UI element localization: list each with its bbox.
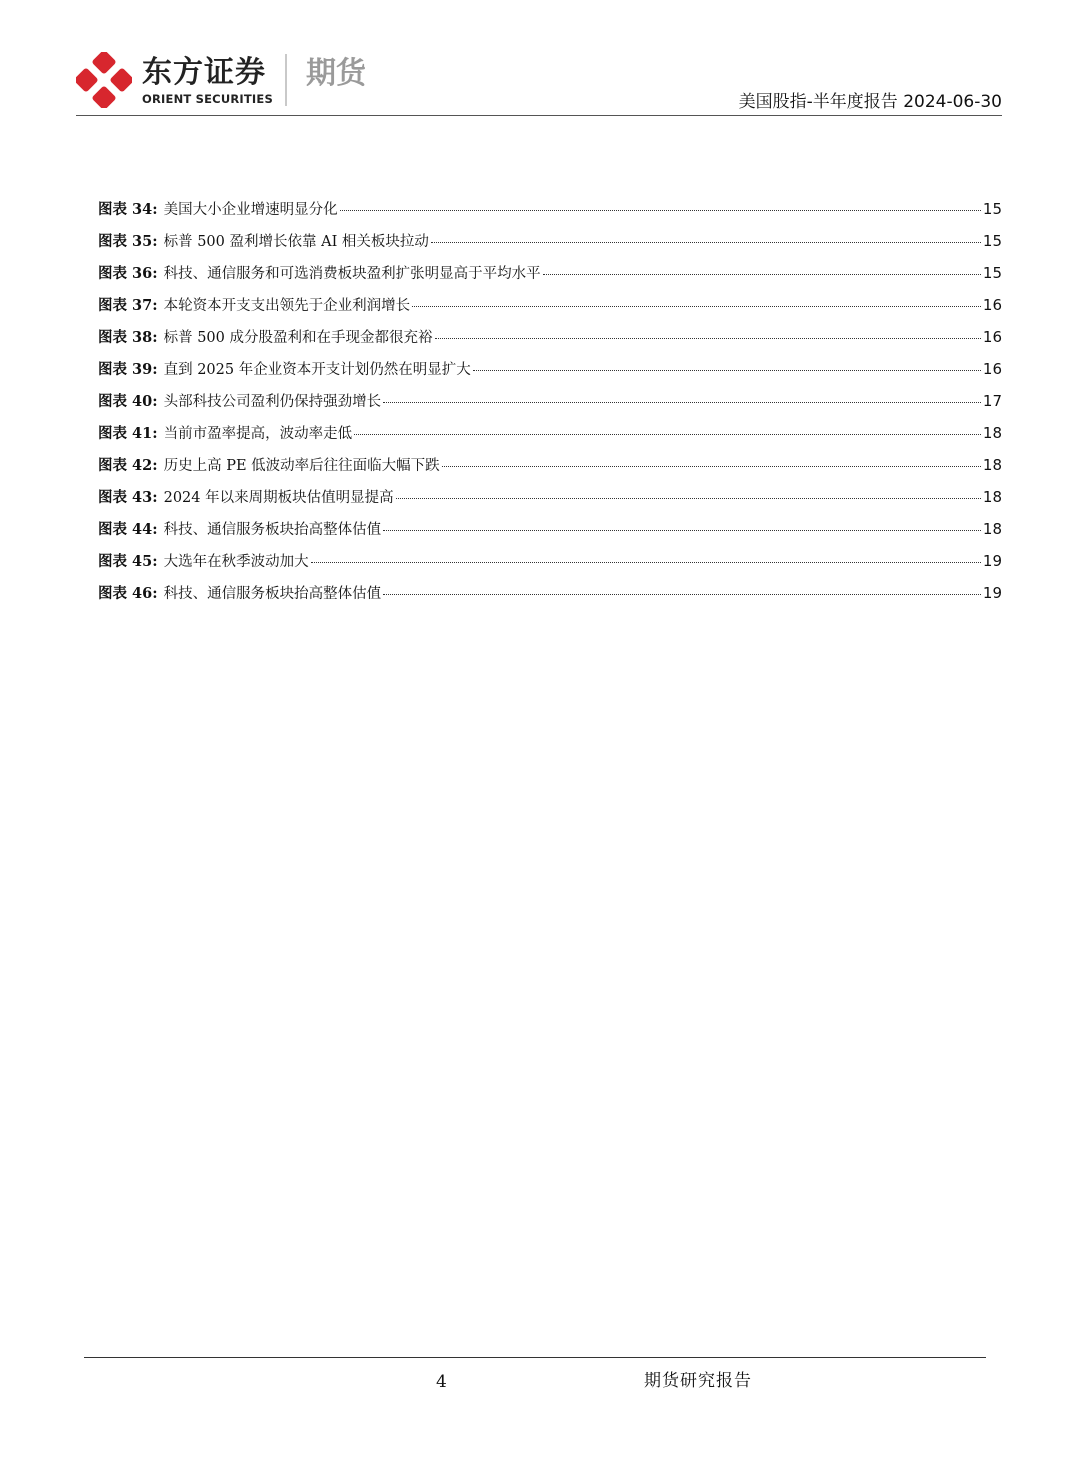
toc-dot-leader [412, 306, 981, 307]
toc-dot-leader [442, 466, 981, 467]
header-divider [76, 115, 1002, 116]
toc-entry[interactable] [98, 261, 1002, 293]
toc-entry[interactable] [98, 229, 1002, 261]
toc-page-number: 16 [982, 360, 1002, 378]
orient-securities-logo-icon [76, 52, 132, 108]
toc-page-number: 15 [982, 232, 1002, 250]
toc-figure-title: 科技、通信服务和可选消费板块盈利扩张明显高于平均水平 [163, 266, 541, 282]
toc-figure-label: 图表 44: [98, 521, 158, 538]
toc-figure-label: 图表 38: [98, 329, 158, 346]
toc-figure-label: 图表 42: [98, 457, 158, 474]
page-number: 4 [436, 1372, 447, 1392]
toc-entry[interactable] [98, 581, 1002, 613]
toc-figure-label: 图表 46: [98, 585, 158, 602]
toc-entry[interactable] [98, 325, 1002, 357]
toc-dot-leader [383, 530, 981, 531]
toc-figure-label: 图表 40: [98, 393, 158, 410]
toc-entry[interactable] [98, 485, 1002, 517]
toc-figure-label: 图表 41: [98, 425, 158, 442]
toc-figure-title: 直到 2025 年企业资本开支计划仍然在明显扩大 [163, 362, 471, 378]
toc-entry[interactable] [98, 549, 1002, 581]
toc-entry[interactable] [98, 421, 1002, 453]
toc-figure-title: 本轮资本开支支出领先于企业利润增长 [163, 298, 411, 314]
toc-entry[interactable] [98, 293, 1002, 325]
toc-dot-leader [473, 370, 981, 371]
toc-figure-title: 2024 年以来周期板块估值明显提高 [163, 490, 394, 506]
toc-figure-title: 科技、通信服务板块抬高整体估值 [163, 586, 382, 602]
brand-division: 期货 [306, 56, 366, 91]
toc-figure-label: 图表 43: [98, 489, 158, 506]
toc-figure-label: 图表 39: [98, 361, 158, 378]
toc-figure-title: 头部科技公司盈利仍保持强劲增长 [163, 394, 382, 410]
toc-dot-leader [431, 242, 981, 243]
brand-name-cn: 东方证券 [142, 55, 266, 90]
toc-page-number: 15 [982, 200, 1002, 218]
toc-dot-leader [435, 338, 981, 339]
footer-divider [84, 1357, 986, 1358]
toc-dot-leader [354, 434, 981, 435]
toc-page-number: 18 [982, 456, 1002, 474]
toc-dot-leader [383, 594, 981, 595]
toc-figure-label: 图表 36: [98, 265, 158, 282]
brand-name-en: ORIENT SECURITIES [142, 92, 273, 106]
toc-page-number: 16 [982, 328, 1002, 346]
toc-page-number: 15 [982, 264, 1002, 282]
toc-figure-title: 美国大小企业增速明显分化 [163, 202, 338, 218]
toc-dot-leader [340, 210, 981, 211]
toc-dot-leader [396, 498, 981, 499]
toc-page-number: 19 [982, 552, 1002, 570]
toc-entry[interactable] [98, 197, 1002, 229]
toc-figure-title: 标普 500 盈利增长依靠 AI 相关板块拉动 [163, 234, 429, 250]
logo-divider [285, 54, 287, 106]
toc-page-number: 17 [982, 392, 1002, 410]
toc-dot-leader [383, 402, 981, 403]
toc-entry[interactable] [98, 357, 1002, 389]
toc-figure-title: 标普 500 成分股盈利和在手现金都很充裕 [163, 330, 433, 346]
toc-entry[interactable] [98, 517, 1002, 549]
toc-figure-title: 大选年在秋季波动加大 [163, 554, 309, 570]
toc-figure-label: 图表 37: [98, 297, 158, 314]
toc-figure-title: 科技、通信服务板块抬高整体估值 [163, 522, 382, 538]
toc-figure-label: 图表 45: [98, 553, 158, 570]
toc-dot-leader [543, 274, 981, 275]
report-title: 美国股指-半年度报告 2024-06-30 [738, 92, 1002, 112]
toc-entry[interactable] [98, 389, 1002, 421]
toc-page-number: 19 [982, 584, 1002, 602]
toc-page-number: 18 [982, 424, 1002, 442]
footer-report-type: 期货研究报告 [644, 1371, 752, 1391]
toc-page-number: 16 [982, 296, 1002, 314]
toc-figure-title: 历史上高 PE 低波动率后往往面临大幅下跌 [163, 458, 440, 474]
toc-page-number: 18 [982, 488, 1002, 506]
page-header [0, 0, 1080, 120]
toc-figure-title: 当前市盈率提高，波动率走低 [163, 426, 353, 442]
toc-page-number: 18 [982, 520, 1002, 538]
toc-entry[interactable] [98, 453, 1002, 485]
figure-list [98, 197, 1002, 613]
toc-figure-label: 图表 35: [98, 233, 158, 250]
toc-figure-label: 图表 34: [98, 201, 158, 218]
toc-dot-leader [311, 562, 981, 563]
